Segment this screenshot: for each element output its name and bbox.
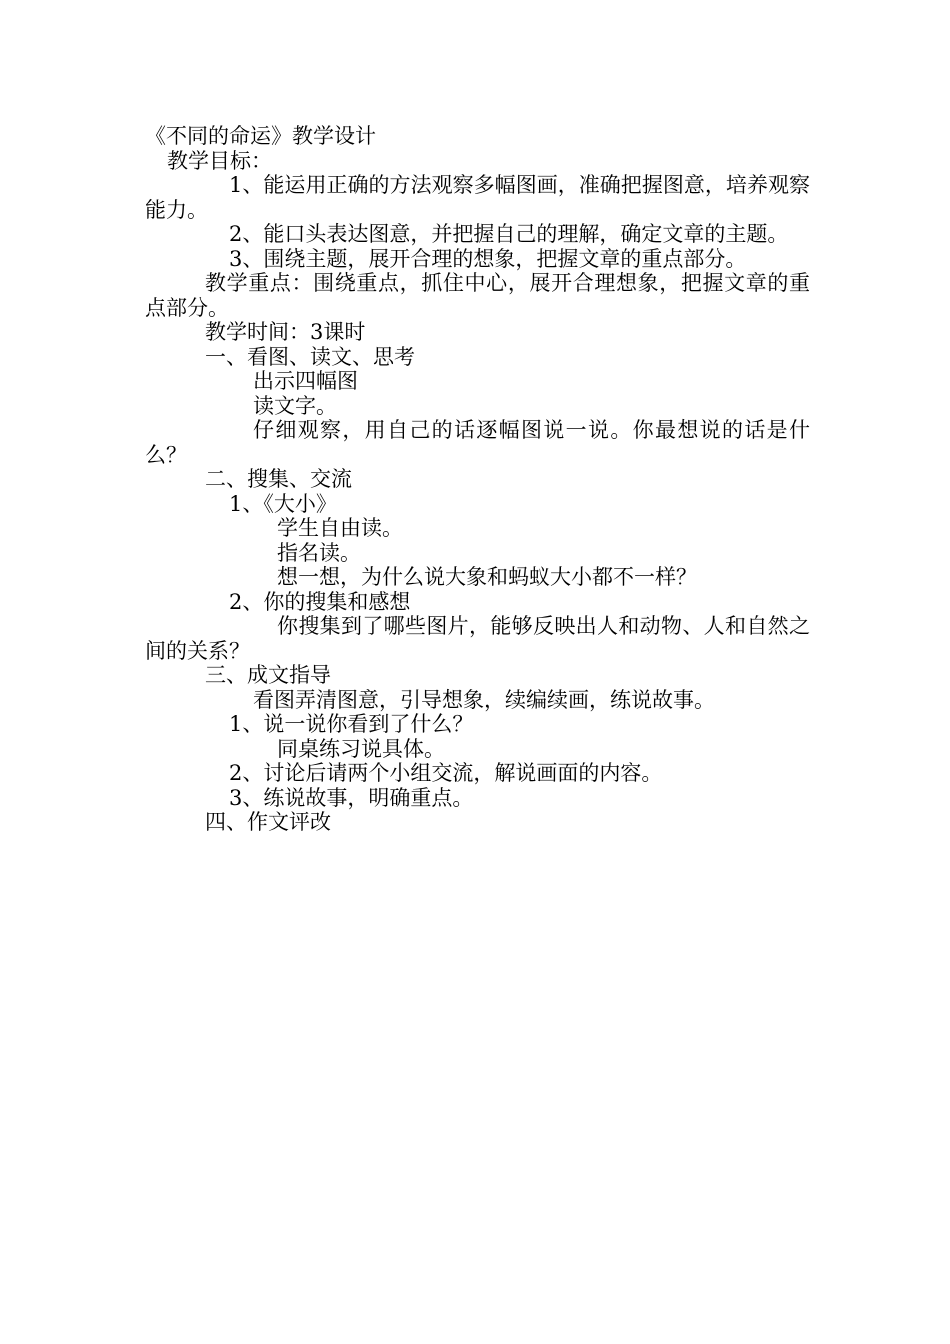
section-item-label: 1、《大小》	[229, 491, 337, 516]
section-line: 指名读。	[277, 540, 361, 565]
section-intro: 看图弄清图意，引导想象，续编续画，练说故事。	[253, 687, 715, 712]
section-item-label: 3、练说故事，明确重点。	[229, 785, 474, 810]
section-line: 你搜集到了哪些图片，能够反映出人和动物、人和自然之间的关系？	[145, 614, 810, 663]
document-body	[145, 124, 810, 835]
objective-item: 1、能运用正确的方法观察多幅图画，准确把握图意，培养观察能力。	[145, 173, 810, 222]
section-item-label: 2、讨论后请两个小组交流，解说画面的内容。	[229, 761, 663, 785]
document-title: 《不同的命运》教学设计	[145, 124, 376, 148]
section-line: 学生自由读。	[277, 516, 403, 540]
section-line: 出示四幅图	[253, 369, 358, 393]
section-heading: 三、成文指导	[205, 663, 331, 687]
section-line: 想一想，为什么说大象和蚂蚁大小都不一样？	[277, 565, 697, 589]
objectives-heading: 教学目标：	[167, 148, 272, 173]
teaching-time: 教学时间：3课时	[205, 320, 366, 344]
section-line: 仔细观察，用自己的话逐幅图说一说。你最想说的话是什么？	[145, 418, 810, 467]
section-heading: 二、搜集、交流	[205, 467, 352, 491]
section-heading: 一、看图、读文、思考	[205, 344, 415, 369]
section-heading: 四、作文评改	[205, 810, 331, 834]
section-item-label: 1、说一说你看到了什么？	[229, 712, 474, 736]
objective-item: 3、围绕主题，展开合理的想象，把握文章的重点部分。	[229, 246, 747, 271]
section-line: 读文字。	[253, 393, 337, 418]
objective-item: 2、能口头表达图意，并把握自己的理解，确定文章的主题。	[229, 222, 789, 246]
section-line: 同桌练习说具体。	[277, 736, 445, 761]
key-points: 教学重点：围绕重点，抓住中心，展开合理想象，把握文章的重点部分。	[145, 271, 810, 320]
section-item-label: 2、你的搜集和感想	[229, 589, 411, 614]
